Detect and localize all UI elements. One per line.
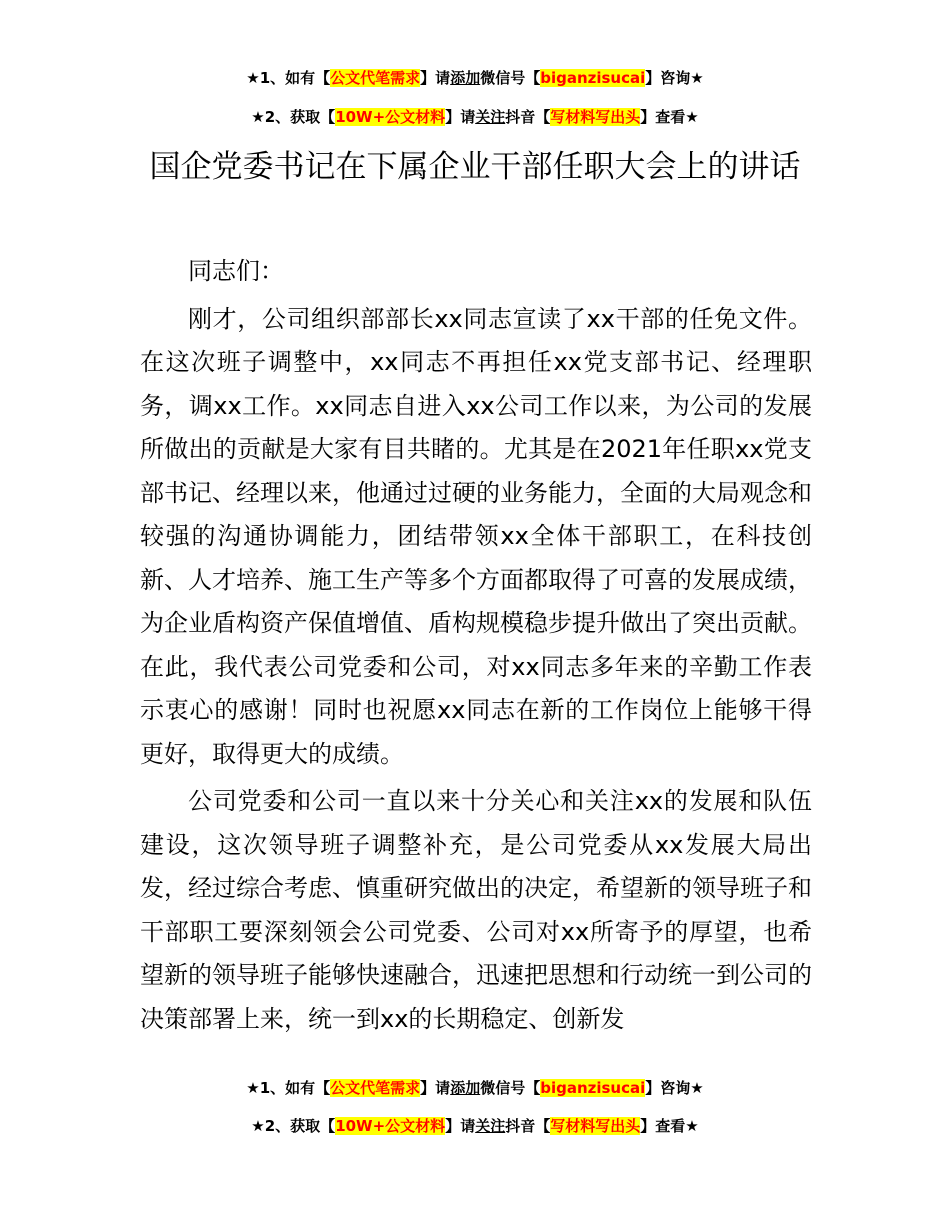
- promo-highlight-douyin: 写材料写出头: [550, 108, 641, 126]
- promo-text: 】请: [445, 1117, 476, 1135]
- promo-highlight: 10W+公文材料: [335, 1117, 446, 1135]
- promo-text: ★1、如有【: [246, 1079, 331, 1097]
- document-body: [140, 250, 812, 1041]
- promo-text: 抖音【: [505, 108, 551, 126]
- header-promo-line-1: [0, 66, 950, 90]
- promo-text: 微信号【: [480, 1079, 541, 1097]
- salutation: 同志们：: [188, 257, 284, 285]
- promo-highlight: 公文代笔需求: [330, 69, 421, 87]
- promo-text: 抖音【: [505, 1117, 551, 1135]
- promo-highlight-wechat: biganzisucai: [540, 69, 646, 87]
- header-promo-line-2: [0, 105, 950, 129]
- promo-text: ★2、获取【: [251, 108, 336, 126]
- promo-underline: 添加: [450, 69, 481, 87]
- promo-highlight: 10W+公文材料: [335, 108, 446, 126]
- promo-text: 】咨询★: [645, 69, 704, 87]
- promo-highlight: 公文代笔需求: [330, 1079, 421, 1097]
- promo-text: 微信号【: [480, 69, 541, 87]
- promo-highlight-douyin: 写材料写出头: [550, 1117, 641, 1135]
- promo-underline: 添加: [450, 1079, 481, 1097]
- body-paragraph-1: 刚才，公司组织部部长xx同志宣读了xx干部的任免文件。在这次班子调整中，xx同志不再担任xx党支部书记、经理职务，调xx工作。xx同志自进入xx公司工作以来，为公司的发展所做出的贡献是大家有目共睹的。尤其是在2021年任职xx党支部书记、经理以来，他通过过硬的业务能力，全面的大局观念和较强的沟通协调能力，团结带领xx全体干部职工，在科技创新、人才培养、施工生产等多个方面都取得了可喜的发展成绩，为企业盾构资产保值增值、盾构规模稳步提升做出了突出贡献。在此，我代表公司党委和公司，对xx同志多年来的辛勤工作表示衷心的感谢！同时也祝愿xx同志在新的工作岗位上能够干得更好，取得更大的成绩。: [140, 304, 812, 768]
- promo-text: 】咨询★: [645, 1079, 704, 1097]
- promo-text: ★1、如有【: [246, 69, 331, 87]
- promo-text: 】查看★: [640, 108, 699, 126]
- promo-text: ★2、获取【: [251, 1117, 336, 1135]
- promo-underline: 关注: [475, 1117, 506, 1135]
- promo-text: 】请: [420, 1079, 451, 1097]
- footer-promo-line-1: [0, 1076, 950, 1100]
- promo-text: 】请: [445, 108, 476, 126]
- promo-text: 】查看★: [640, 1117, 699, 1135]
- body-paragraph-2: 公司党委和公司一直以来十分关心和关注xx的发展和队伍建设，这次领导班子调整补充，是公司党委从xx发展大局出发，经过综合考虑、慎重研究做出的决定，希望新的领导班子和干部职工要深刻领会公司党委、公司对xx所寄予的厚望，也希望新的领导班子能够快速融合，迅速把思想和行动统一到公司的决策部署上来，统一到xx的长期稳定、创新发: [140, 787, 812, 1033]
- promo-highlight-wechat: biganzisucai: [540, 1079, 646, 1097]
- footer-promo-line-2: [0, 1114, 950, 1138]
- document-title: 国企党委书记在下属企业干部任职大会上的讲话: [149, 149, 801, 185]
- promo-underline: 关注: [475, 108, 506, 126]
- promo-text: 】请: [420, 69, 451, 87]
